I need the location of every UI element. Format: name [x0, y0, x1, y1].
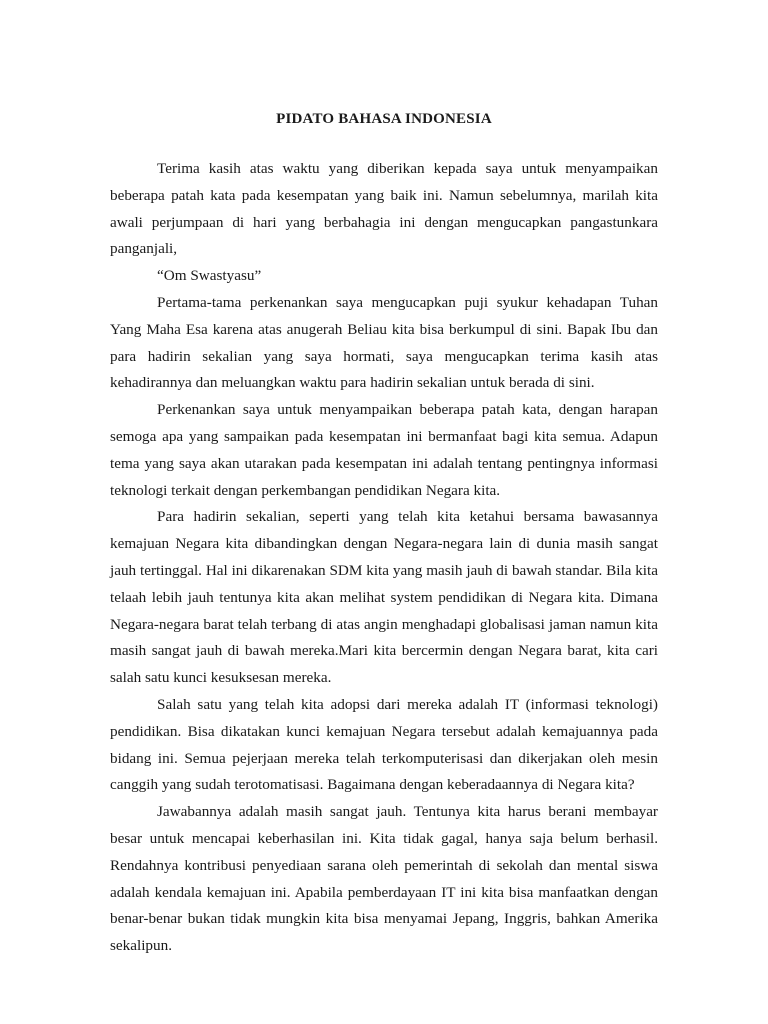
document-body: [110, 156, 658, 960]
paragraph-greeting: “Om Swastyasu”: [157, 267, 262, 285]
paragraph-answer: Jawabannya adalah masih sangat jauh. Tentunya kita harus berani membayar besar untuk mencapai keberhasilan ini. Kita tidak gagal, hanya saja belum berhasil. Rendahnya kontribusi penyediaan sarana oleh pemerintah di sekolah dan mental siswa adalah kendala kemajuan ini. Apabila pemberdayaan IT ini kita bisa manfaatkan dengan benar-benar bukan tidak mungkin kita bisa menyamai Jepang, Inggris, bahkan Amerika sekalipun.: [110, 803, 658, 955]
document-title: PIDATO BAHASA INDONESIA: [276, 111, 492, 127]
paragraph-gratitude: Pertama-tama perkenankan saya mengucapkan puji syukur kehadapan Tuhan Yang Maha Esa karena atas anugerah Beliau kita bisa berkumpul di sini. Bapak Ibu dan para hadirin sekalian yang saya hormati, saya mengucapkan terima kasih atas kehadirannya dan meluangkan waktu para hadirin sekalian untuk berada di sini.: [110, 293, 658, 392]
paragraph-it-education: Salah satu yang telah kita adopsi dari mereka adalah IT (informasi teknologi) pendidikan. Bisa dikatakan kunci kemajuan Negara tersebut adalah kemajuannya pada bidang ini. Semua pejerjaan mereka telah terkomputerisasi dan dikerjakan oleh mesin canggih yang sudah terotomatisasi. Bagaimana dengan keberadaannya di Negara kita?: [110, 695, 658, 794]
paragraph-theme: Perkenankan saya untuk menyampaikan beberapa patah kata, dengan harapan semoga apa yang sampaikan pada kesempatan ini bermanfaat bagi kita semua. Adapun tema yang saya akan utarakan pada kesempatan ini adalah tentang pentingnya informasi teknologi terkait dengan perkembangan pendidikan Negara kita.: [110, 401, 658, 499]
paragraph-comparison: Para hadirin sekalian, seperti yang telah kita ketahui bersama bawasannya kemajuan Negara kita dibandingkan dengan Negara-negara lain di dunia masih sangat jauh tertinggal. Hal ini dikarenakan SDM kita yang masih jauh di bawah standar. Bila kita telaah lebih jauh tentunya kita akan melihat system pendidikan di Negara kita. Dimana Negara-negara barat telah terbang di atas angin menghadapi globalisasi jaman namun kita masih sangat jauh di bawah mereka.Mari kita bercermin dengan Negara barat, kita cari salah satu kunci kesuksesan mereka.: [110, 508, 658, 687]
paragraph-opening: Terima kasih atas waktu yang diberikan kepada saya untuk menyampaikan beberapa patah kata pada kesempatan yang baik ini. Namun sebelumnya, marilah kita awali perjumpaan di hari yang berbahagia ini dengan mengucapkan pangastunkara panganjali,: [110, 160, 658, 258]
